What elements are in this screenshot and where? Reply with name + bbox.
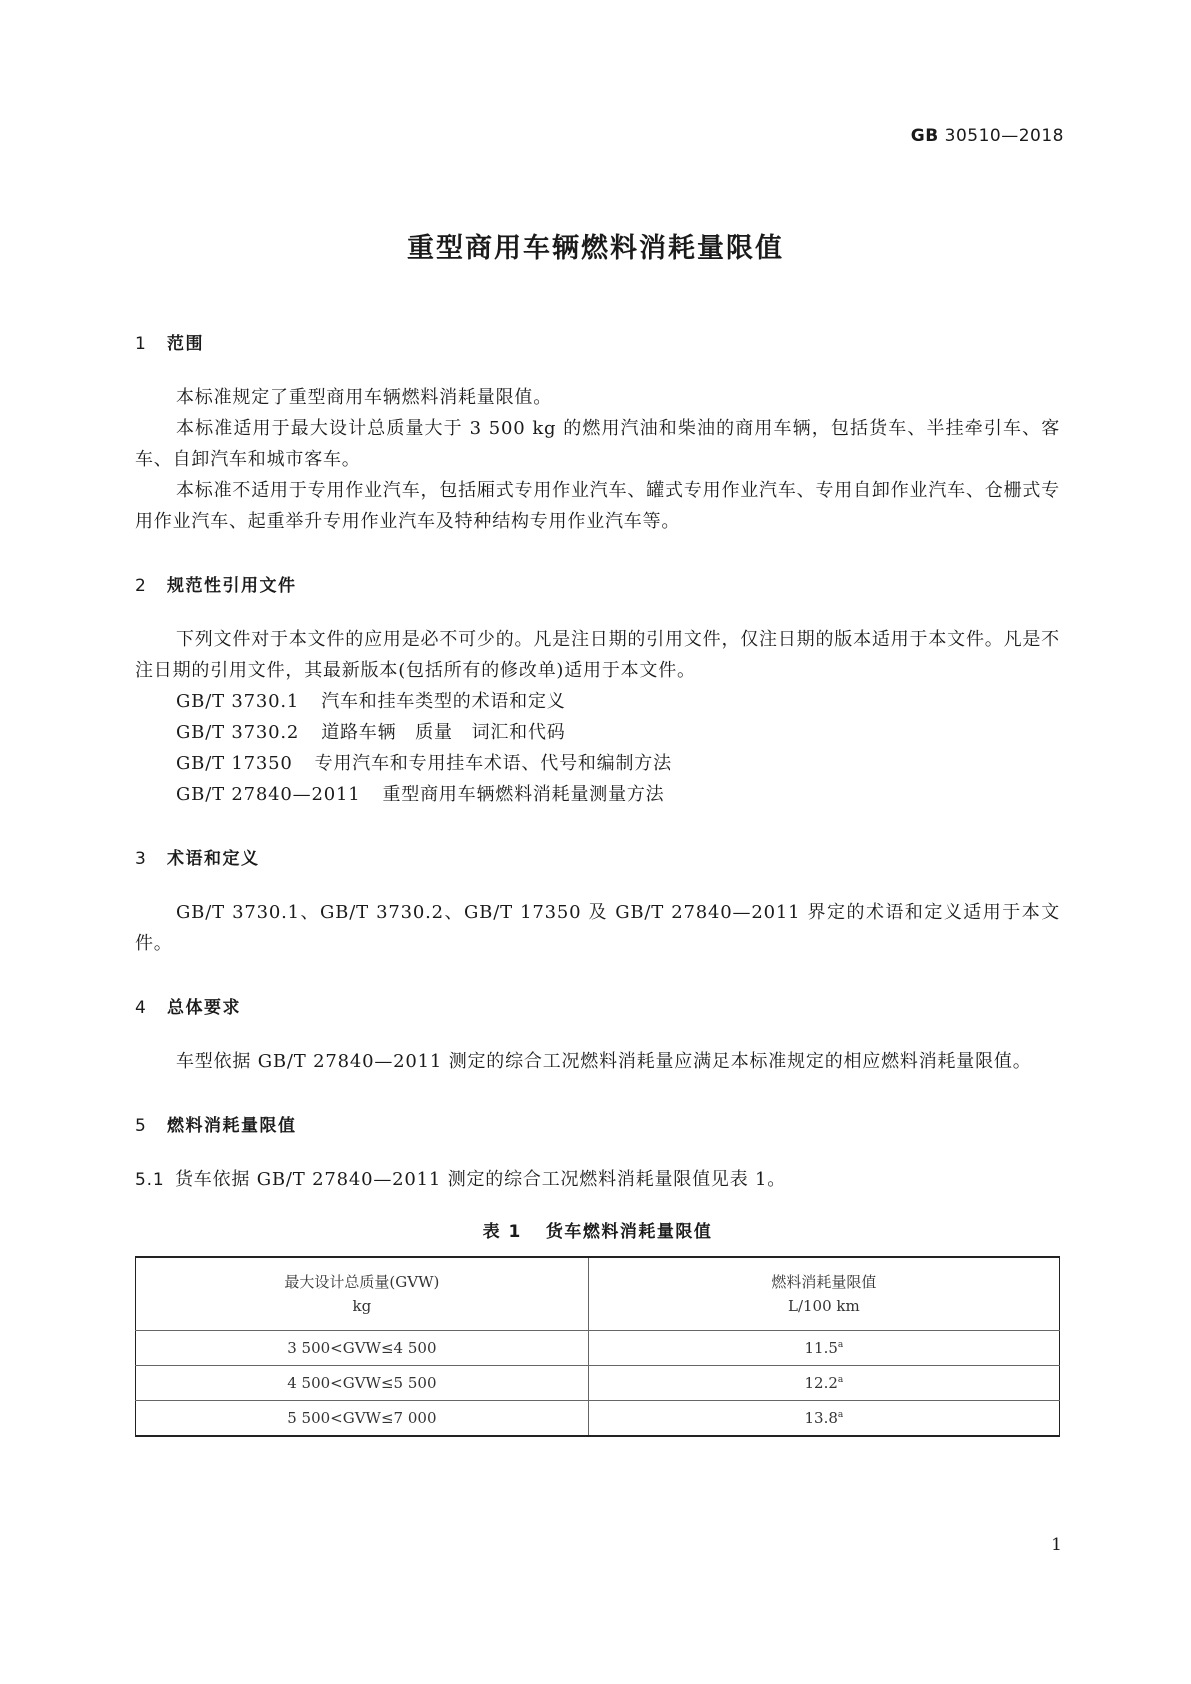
gvw-cell: 3 500<GVW≤4 500: [136, 1331, 589, 1366]
gvw-column-header: [136, 1257, 589, 1331]
section-title: 燃料消耗量限值: [167, 1116, 297, 1136]
limit-cell: [588, 1366, 1059, 1401]
scope-paragraph: 本标准不适用于专用作业汽车，包括厢式专用作业汽车、罐式专用作业汽车、专用自卸作业汽车、仓栅式专用作业汽车、起重举升专用作业汽车及特种结构专用作业汽车等。: [135, 480, 1060, 532]
column-header-label: 燃料消耗量限值: [771, 1273, 877, 1291]
section-5-heading: [135, 1112, 1060, 1140]
reference-name: 重型商用车辆燃料消耗量测量方法: [382, 784, 665, 805]
section-number: 2: [135, 576, 148, 596]
requirements-paragraph: 车型依据 GB/T 27840—2011 测定的综合工况燃料消耗量应满足本标准规定的相应燃料消耗量限值。: [176, 1051, 1032, 1072]
gvw-cell: 4 500<GVW≤5 500: [136, 1366, 589, 1401]
standard-prefix: GB: [910, 126, 939, 146]
column-header-unit: kg: [352, 1297, 372, 1315]
column-header-label: 最大设计总质量(GVW): [284, 1273, 440, 1291]
clause-5-1: [135, 1164, 1060, 1196]
limit-cell: [588, 1401, 1059, 1437]
section-title: 范围: [167, 334, 204, 354]
section-title: 总体要求: [167, 998, 241, 1018]
standard-code: 30510—2018: [944, 126, 1064, 146]
limit-column-header: [588, 1257, 1059, 1331]
page-number: 1: [1051, 1535, 1062, 1555]
limit-value: 12.2: [804, 1374, 838, 1392]
reference-item: [135, 779, 1060, 810]
standard-number-header: [911, 126, 1064, 146]
section-number: 1: [135, 334, 148, 354]
column-header-unit: L/100 km: [788, 1297, 860, 1315]
table-row: [136, 1401, 1060, 1437]
limit-value: 11.5: [804, 1339, 838, 1357]
limit-value: 13.8: [804, 1409, 838, 1427]
footnote-marker: a: [837, 1375, 844, 1385]
clause-text: 货车依据 GB/T 27840—2011 测定的综合工况燃料消耗量限值见表 1。: [175, 1169, 787, 1190]
document-title: 重型商用车辆燃料消耗量限值: [407, 233, 784, 264]
reference-name: 道路车辆 质量 词汇和代码: [321, 722, 566, 743]
reference-code: GB/T 3730.2: [176, 722, 300, 743]
reference-code: GB/T 27840—2011: [176, 784, 361, 805]
table-title: 货车燃料消耗量限值: [545, 1222, 713, 1242]
scope-paragraph: 本标准规定了重型商用车辆燃料消耗量限值。: [176, 387, 552, 408]
reference-code: GB/T 3730.1: [176, 691, 300, 712]
section-number: 3: [135, 849, 148, 869]
reference-name: 专用汽车和专用挂车术语、代号和编制方法: [314, 753, 672, 774]
reference-item: [135, 748, 1060, 779]
clause-number: 5.1: [135, 1170, 165, 1190]
fuel-limits-table: [135, 1256, 1060, 1437]
section-number: 4: [135, 998, 148, 1018]
table-label: 表 1: [482, 1222, 522, 1242]
section-title: 术语和定义: [167, 849, 260, 869]
reference-code: GB/T 17350: [176, 753, 293, 774]
section-number: 5: [135, 1116, 148, 1136]
table-row: [136, 1331, 1060, 1366]
table-header-row: [136, 1257, 1060, 1331]
table-row: [136, 1366, 1060, 1401]
table-caption: [135, 1217, 1060, 1242]
section-3-heading: [135, 845, 1060, 873]
section-2-heading: [135, 572, 1060, 600]
gvw-cell: 5 500<GVW≤7 000: [136, 1401, 589, 1437]
footnote-marker: a: [837, 1340, 844, 1350]
section-4-heading: [135, 994, 1060, 1022]
reference-name: 汽车和挂车类型的术语和定义: [321, 691, 566, 712]
document-body: [135, 330, 1060, 1437]
section-1-heading: [135, 330, 1060, 358]
scope-paragraph: 本标准适用于最大设计总质量大于 3 500 kg 的燃用汽油和柴油的商用车辆，包括货车、半挂牵引车、客车、自卸汽车和城市客车。: [135, 418, 1060, 470]
terms-paragraph: GB/T 3730.1、GB/T 3730.2、GB/T 17350 及 GB/T 27840—2011 界定的术语和定义适用于本文件。: [135, 902, 1060, 954]
references-intro: 下列文件对于本文件的应用是必不可少的。凡是注日期的引用文件，仅注日期的版本适用于本文件。凡是不注日期的引用文件，其最新版本(包括所有的修改单)适用于本文件。: [135, 629, 1060, 681]
footnote-marker: a: [837, 1410, 844, 1420]
section-title: 规范性引用文件: [167, 576, 297, 596]
limit-cell: [588, 1331, 1059, 1366]
reference-item: [135, 717, 1060, 748]
reference-item: [135, 686, 1060, 717]
